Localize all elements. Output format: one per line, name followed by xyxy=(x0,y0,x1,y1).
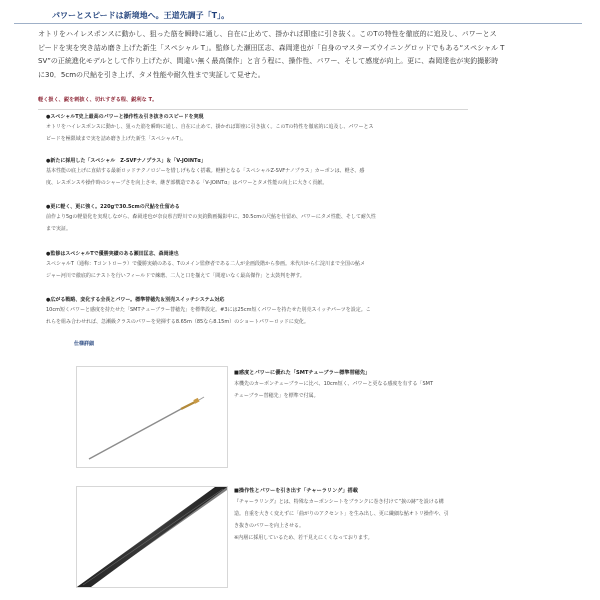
detail-line: 造。自重を大きく変えずに「曲がりのアクセント」を生み出し、更に繊細な鮎オトリ操作や、引 xyxy=(234,511,449,517)
feature-line: まで実証。 xyxy=(46,225,72,232)
header-band xyxy=(14,10,582,24)
feature-block xyxy=(46,203,506,235)
feature-block xyxy=(46,296,506,328)
rod-blank-image xyxy=(77,487,227,587)
detail-title: ■感度とパワーに優れた「SMTチューブラー標準替穂先」 xyxy=(234,370,371,376)
feature-title: ●広がる戦略、変化する全長とパワー。標準替穂先＆別売スイッチシステム対応 xyxy=(46,297,225,303)
feature-title: ●スペシャルT史上最高のパワーと操作性＆引き抜きのスピードを実現 xyxy=(46,114,204,120)
feature-title: ●新たに採用した「スペシャル Z-SVFナノプラス」＆「V-JOINTα」 xyxy=(46,158,206,164)
section-divider xyxy=(38,109,468,110)
detail-line: ※内層に採用しているため、若干見えにくくなっております。 xyxy=(234,535,373,541)
page-title: パワーとスピードは新境地へ。王道先調子「T」。 xyxy=(52,11,230,20)
detail-title: ■操作性とパワーを引き出す「チャーラリング」搭載 xyxy=(234,488,358,494)
feature-title: ●更に軽く、更に強く。220gで30.5cmの尺鮎を仕留める xyxy=(46,204,180,210)
feature-line: 前作より5gの軽量化を実現しながら、森岡達也が奈良県吉野川での実釣動画撮影中に、30.5cmの尺鮎を仕留め、パワーにタメ性能、そして耐久性 xyxy=(46,214,376,220)
intro-subtitle: 軽く扱く、鋭を剌抜く、切れすぎる程、鋭利な T。 xyxy=(38,97,158,103)
intro-line: ピードを実を突き詰め磨き上げた新生「スペシャル T」。監修した瀬田匡志、森岡達也が「自身のマスターズウイニングロッドでもある“スペシャル T xyxy=(38,43,505,52)
feature-line: れらを組み合わせれば、急瀬級クラスのパワーを発揮する8.65m（85なら8.15m）のショートパワーロッドに変化。 xyxy=(46,318,309,325)
intro-line: オトリをハイレスポンスに動かし、狙った筋を瞬時に通し、自在に止めて、掛かれば即座に引き抜く。このTの特性を徹底的に追及し、パワーとス xyxy=(38,30,497,38)
intro-line: に30．5cmの尺鮎を引き上げ、タメ性能や耐久性まで実証して見せた。 xyxy=(38,70,265,79)
feature-title: ●監修はスペシャルTで優勝実績のある瀬田匡志、森岡達也 xyxy=(46,251,179,257)
detail-line: 『チャーラリング』とは、特殊なカーボンシートをブランクに巻き付けて“捩の跡”を設ける構 xyxy=(234,499,444,505)
feature-block xyxy=(46,250,506,282)
feature-line: 10cm短くパワーと感度を持たせた「SMTチューブラー替穂先」を標準設定。#3には25cm短くパワーを持たせた別売スイッチパーツを設定。こ xyxy=(46,307,371,313)
intro-text xyxy=(38,28,580,82)
feature-line: ピードを極限域まで実を詰め磨き上げた新生「スペシャルT」。 xyxy=(46,135,187,142)
feature-line: ジャー河川で徹底的にテストを行いフィールドで練磨、二人と口を揃えて「間違いなく最高傑作」と太鼓判を押す。 xyxy=(46,272,305,279)
spec-details-label: 仕様詳細 xyxy=(74,341,95,347)
detail-caption xyxy=(234,486,534,544)
feature-block xyxy=(46,113,506,145)
detail-line: チューブラー替穂先」を標準で付属。 xyxy=(234,393,319,399)
intro-line: SV”の正統進化モデルとして作り上げたが、間違い無く最高傑作」と言う程に、操作性、パワー、そして感度が向上。更に、森岡達也が実釣撮影時 xyxy=(38,57,499,65)
feature-line: 度、レスポンスや操作時のシャープさを向上させ、継ぎ部構造である「V-JOINTα」はパワーとタメ性能の向上に大きく貢献。 xyxy=(46,179,328,186)
rod-tip-photo xyxy=(76,366,228,468)
feature-line: オトリをハイレスポンスに動かし、狙った筋を瞬時に通し、自在に止めて、掛かれば即座に引き抜く。このTの特性を徹底的に追及し、パワーとス xyxy=(46,124,374,130)
rod-tip-image xyxy=(77,367,227,467)
feature-line: 基本性能の底上げに直結する最新ロッドテクノロジーを惜しげもなく搭載。軽鮮となる「スペシャルZ-SVFナノプラス」カーボンは、軽さ、感 xyxy=(46,168,365,174)
feature-line: スペシャルT（通称：Tコントローラ）で優勝実績のある、Tのメイン監修者である二人が企画段階から参画。米代川から仁淀川まで全国の鮎メ xyxy=(46,261,365,267)
detail-caption xyxy=(234,368,534,402)
detail-line: き抜きのパワーを向上させる。 xyxy=(234,523,305,529)
rod-blank-photo xyxy=(76,486,228,588)
feature-block xyxy=(46,157,506,189)
detail-line: 本機先のカーボンチューブラーに比べ、10cm短く、パワーと更なる感度を有する「SMT xyxy=(234,381,434,387)
